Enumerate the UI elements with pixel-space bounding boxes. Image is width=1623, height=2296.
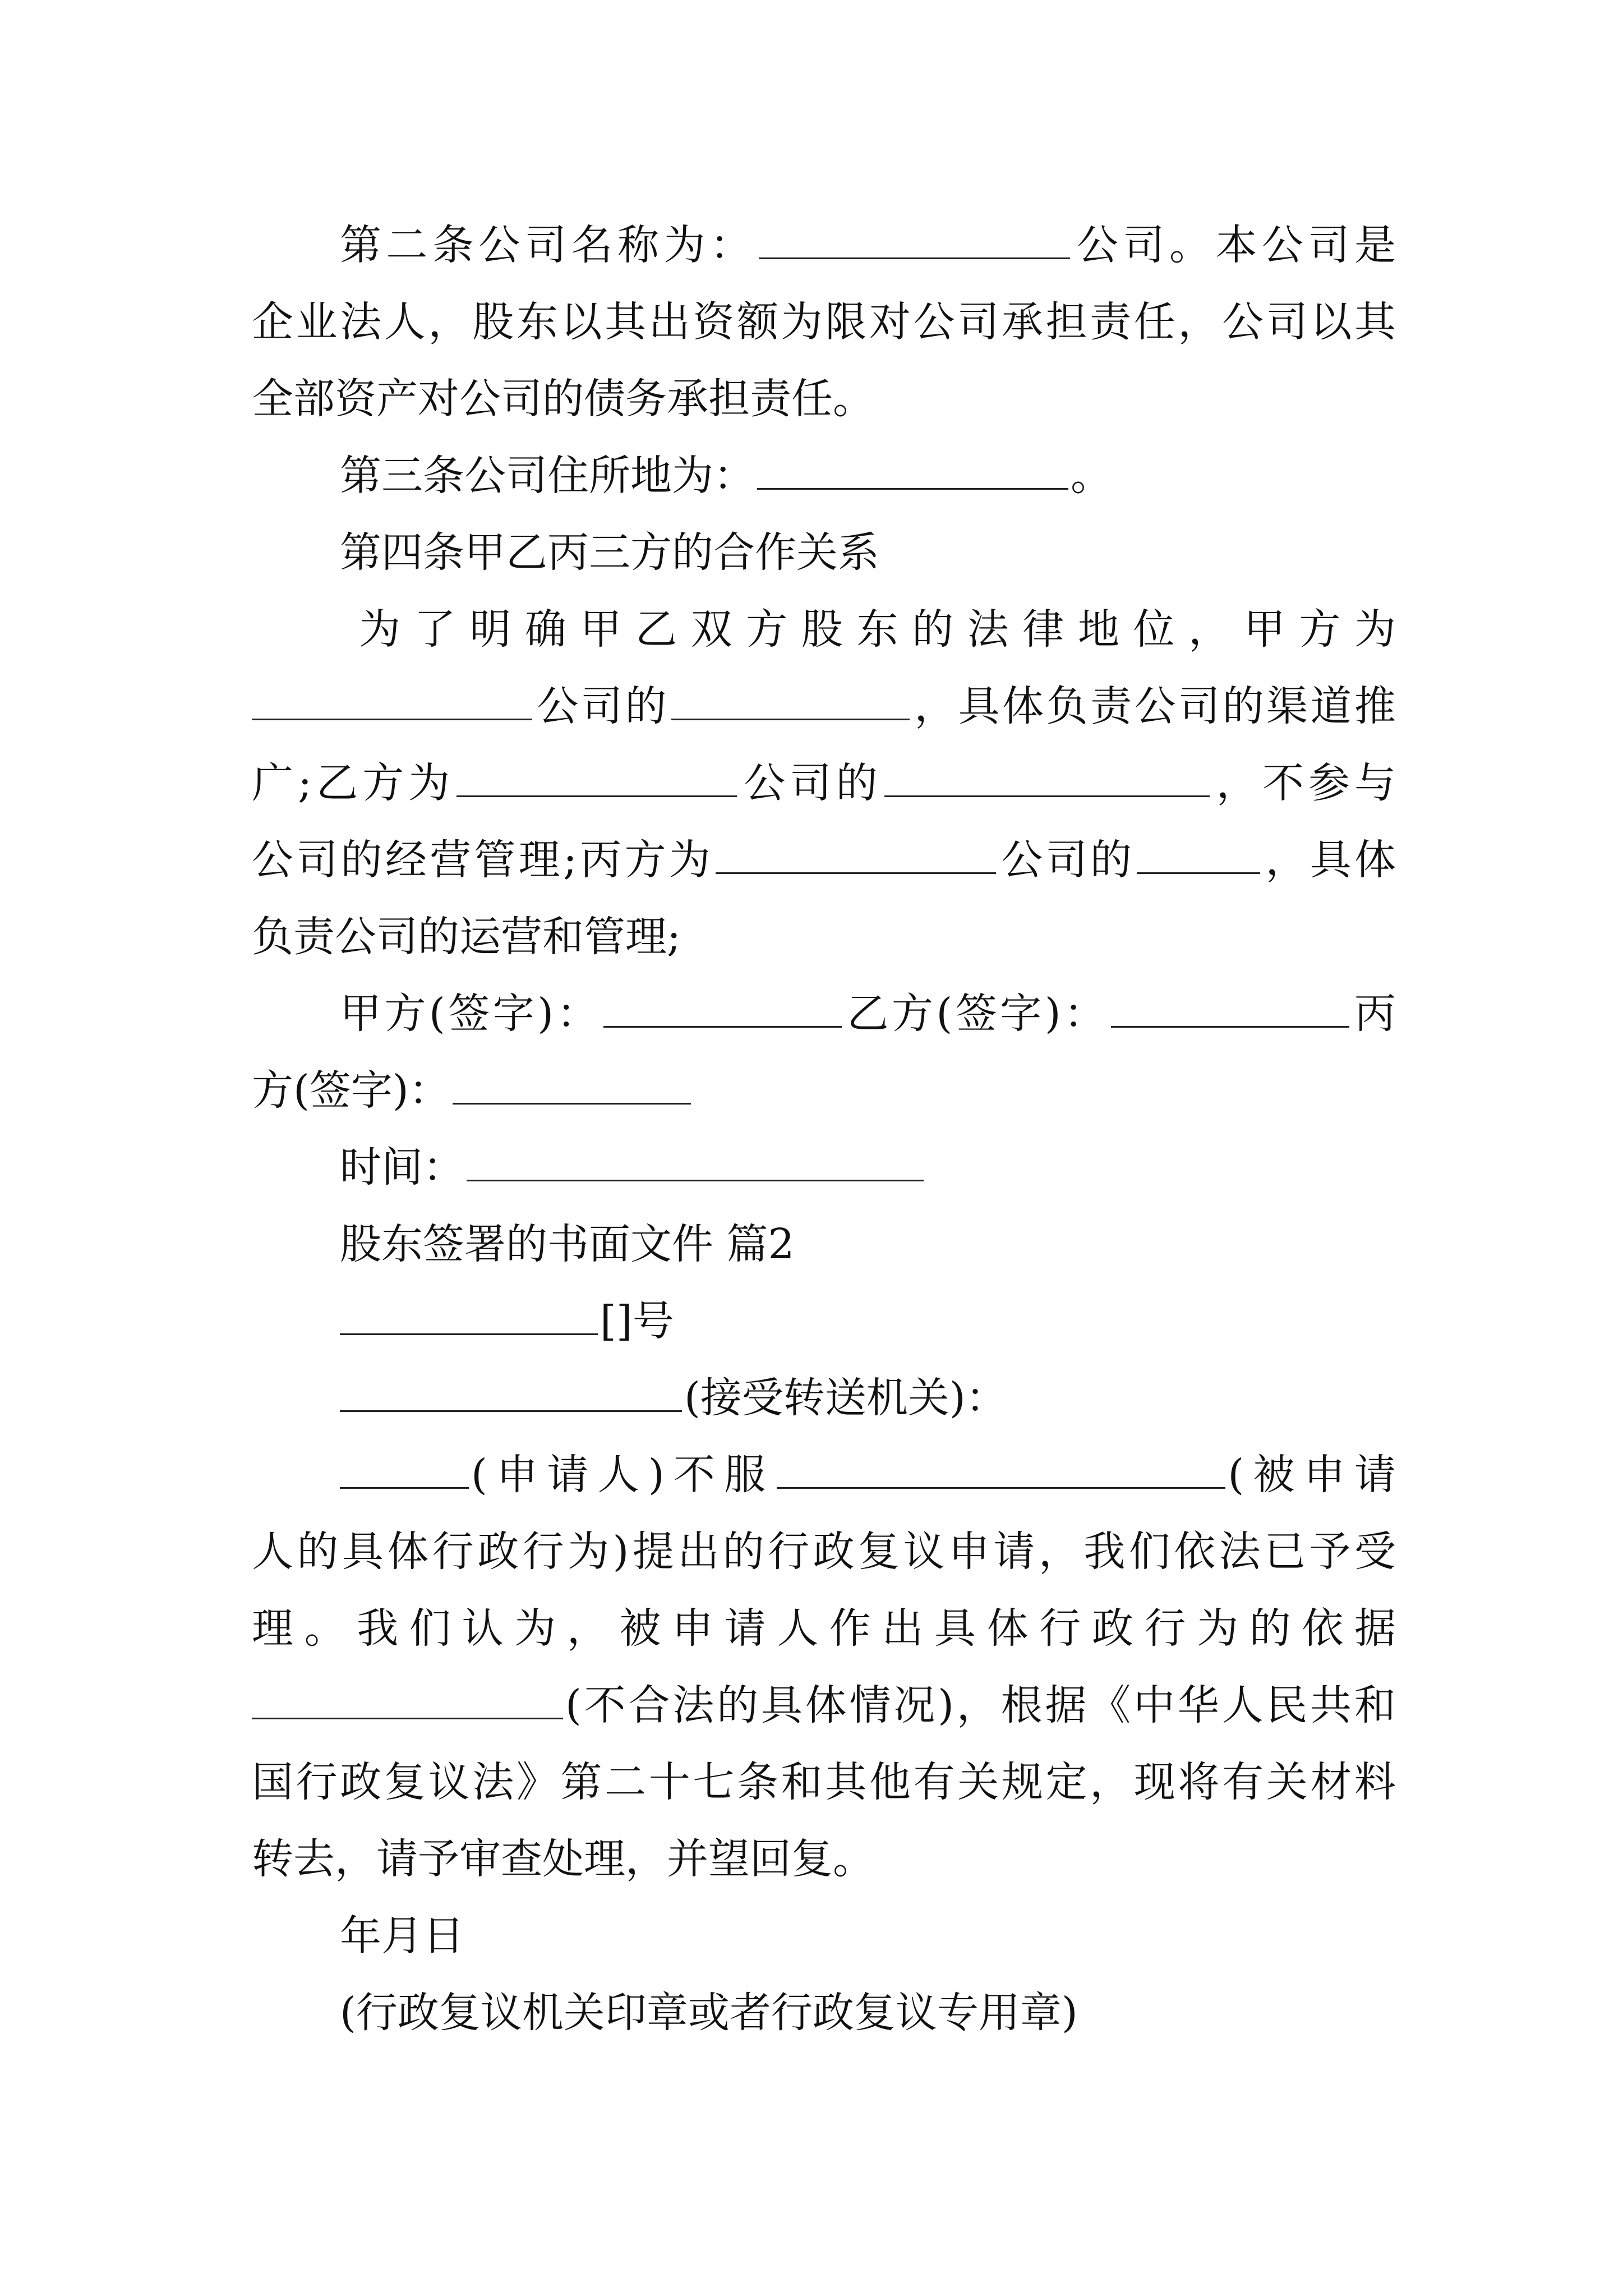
text-segment: 。 [1071,452,1112,500]
fill-in-blank [340,1333,598,1335]
text-line: 理。我们认为，被申请人作出具体行政行为的依据 [252,1604,1396,1653]
text-line [252,1052,1396,1129]
text-line [252,1667,1396,1744]
text-segment: (不合法的具体情况)，根据《中华人民共和 [565,1681,1396,1729]
text-segment: ，不参与 [1211,759,1396,807]
fill-in-blank [252,718,532,720]
text-segment: 第三条公司住所地为： [340,452,755,500]
section-heading: 第四条甲乙丙三方的合作关系 [340,528,879,577]
text-segment: 广;乙方为 [252,759,455,807]
text-segment: ，具体 [1262,836,1396,884]
text-segment: (被申请 [1228,1451,1396,1499]
date-line: 年月日 [340,1912,464,1960]
text-segment: 第二条公司名称为： [340,221,757,269]
text-line [340,1282,1396,1360]
fill-in-blank [884,795,1210,797]
fill-in-blank [603,1025,842,1028]
text-line [340,437,1396,514]
fill-in-blank [671,718,910,720]
text-line: 负责公司的运营和管理; [252,913,681,961]
text-segment: 方(签字)： [252,1066,450,1115]
text-line [252,744,1396,822]
text-segment: 公司的 [534,682,669,730]
text-segment: 公司。本公司是 [1072,221,1396,269]
text-line [340,1359,1396,1437]
text-segment: (申请人)不服 [471,1451,775,1499]
fill-in-blank [453,1102,691,1105]
section-heading: 股东签署的书面文件 篇2 [340,1220,795,1268]
fill-in-blank [340,1487,469,1489]
text-line [340,206,1396,284]
text-line: 为了明确甲乙双方股东的法律地位，甲方为 [359,605,1396,654]
text-segment: 时间： [340,1143,464,1191]
seal-note: (行政复议机关印章或者行政复议专用章) [340,1989,1078,2037]
fill-in-blank [777,1487,1225,1489]
fill-in-blank [340,1410,682,1412]
text-segment: (接受转送机关)： [684,1374,1007,1422]
fill-in-blank [759,257,1070,259]
text-line: 全部资产对公司的债务承担责任。 [252,375,874,423]
text-line [340,1129,1396,1206]
text-line [252,821,1396,899]
text-line: 人的具体行政行为)提出的行政复议申请，我们依法已予受 [252,1527,1396,1576]
text-segment: 乙方(签字)： [844,990,1109,1038]
text-line [340,1436,1396,1513]
text-line [252,668,1396,745]
text-segment: 公司的 [739,759,882,807]
text-segment: []号 [600,1297,674,1345]
text-line: 转去，请予审查处理，并望回复。 [252,1835,874,1883]
text-segment: 公司的经营管理;丙方为 [252,836,714,884]
fill-in-blank [716,872,996,874]
fill-in-blank [252,1717,563,1719]
fill-in-blank [467,1179,924,1181]
text-segment: ，具体负责公司的渠道推 [911,682,1396,730]
fill-in-blank [757,487,1068,490]
text-segment: 丙 [1351,990,1396,1038]
text-segment: 公司的 [998,836,1135,884]
text-line: 企业法人，股东以其出资额为限对公司承担责任，公司以其 [252,298,1396,346]
text-line: 国行政复议法》第二十七条和其他有关规定，现将有关材料 [252,1758,1396,1806]
fill-in-blank [457,795,737,797]
text-segment: 甲方(签字)： [340,990,602,1038]
fill-in-blank [1137,872,1260,874]
text-line [340,975,1396,1052]
fill-in-blank [1111,1025,1349,1028]
